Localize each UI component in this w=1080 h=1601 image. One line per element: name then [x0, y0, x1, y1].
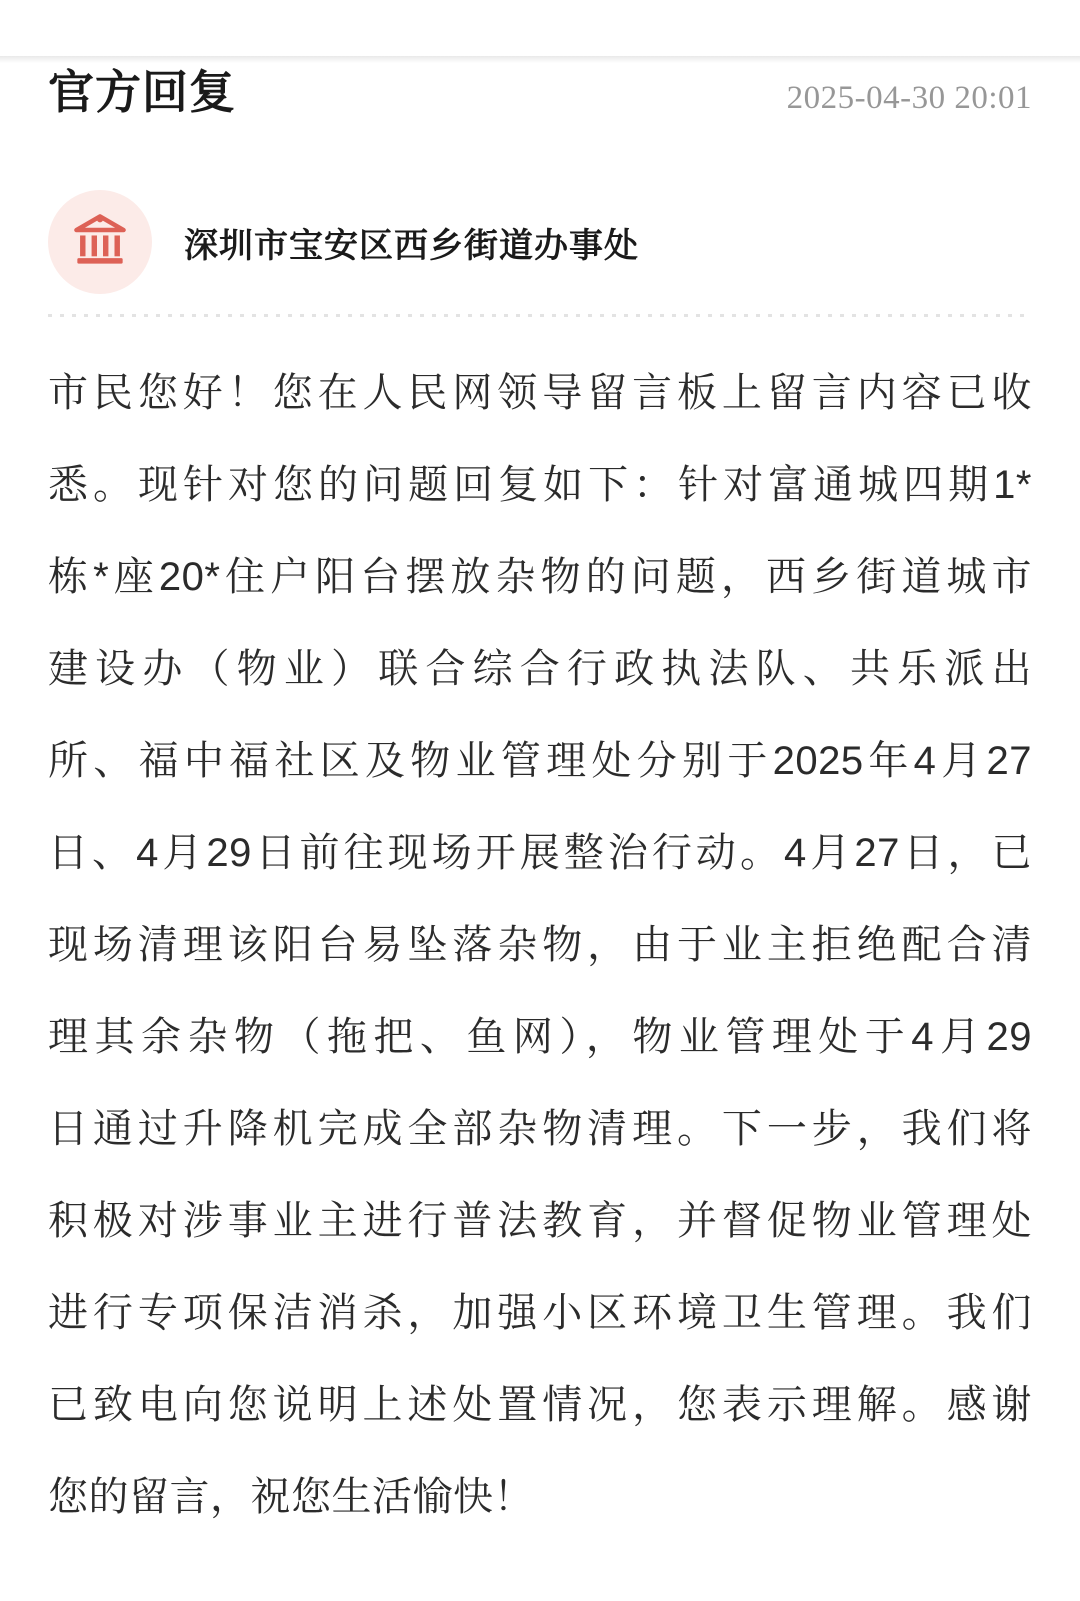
reply-body [48, 347, 1032, 1543]
reply-header [48, 56, 1032, 122]
reply-line: 进行专项保洁消杀，加强小区环境卫生管理。我们 [48, 1291, 1032, 1335]
official-reply-card [0, 56, 1080, 1543]
reply-line: 市民您好！您在人民网领导留言板上留言内容已收 [48, 371, 1032, 415]
reply-line: 日通过升降机完成全部杂物清理。下一步，我们将 [48, 1107, 1032, 1151]
reply-line: 理其余杂物（拖把、鱼网），物业管理处于4月29 [48, 1015, 1032, 1059]
reply-line: 悉。现针对您的问题回复如下：针对富通城四期1* [48, 463, 1032, 507]
reply-line: 积极对涉事业主进行普法教育，并督促物业管理处 [48, 1199, 1032, 1243]
top-edge-shadow [0, 56, 1080, 63]
reply-line: 建设办（物业）联合综合行政执法队、共乐派出 [48, 647, 1032, 691]
reply-timestamp: 2025-04-30 20:01 [786, 80, 1032, 116]
agency-row [48, 190, 1032, 294]
reply-line: 所、福中福社区及物业管理处分别于2025年4月27 [48, 739, 1032, 783]
reply-line: 您的留言，祝您生活愉快！ [48, 1475, 534, 1519]
reply-line: 日、4月29日前往现场开展整治行动。4月27日，已 [48, 831, 1032, 875]
bank-building-icon [71, 211, 129, 274]
agency-name: 深圳市宝安区西乡街道办事处 [184, 226, 639, 265]
dashed-divider [48, 314, 1032, 317]
reply-line: 栋*座20*住户阳台摆放杂物的问题，西乡街道城市 [48, 555, 1032, 599]
reply-line: 已致电向您说明上述处置情况，您表示理解。感谢 [48, 1383, 1032, 1427]
page-title: 官方回复 [48, 66, 236, 118]
reply-line: 现场清理该阳台易坠落杂物，由于业主拒绝配合清 [48, 923, 1032, 967]
agency-avatar [48, 190, 152, 294]
